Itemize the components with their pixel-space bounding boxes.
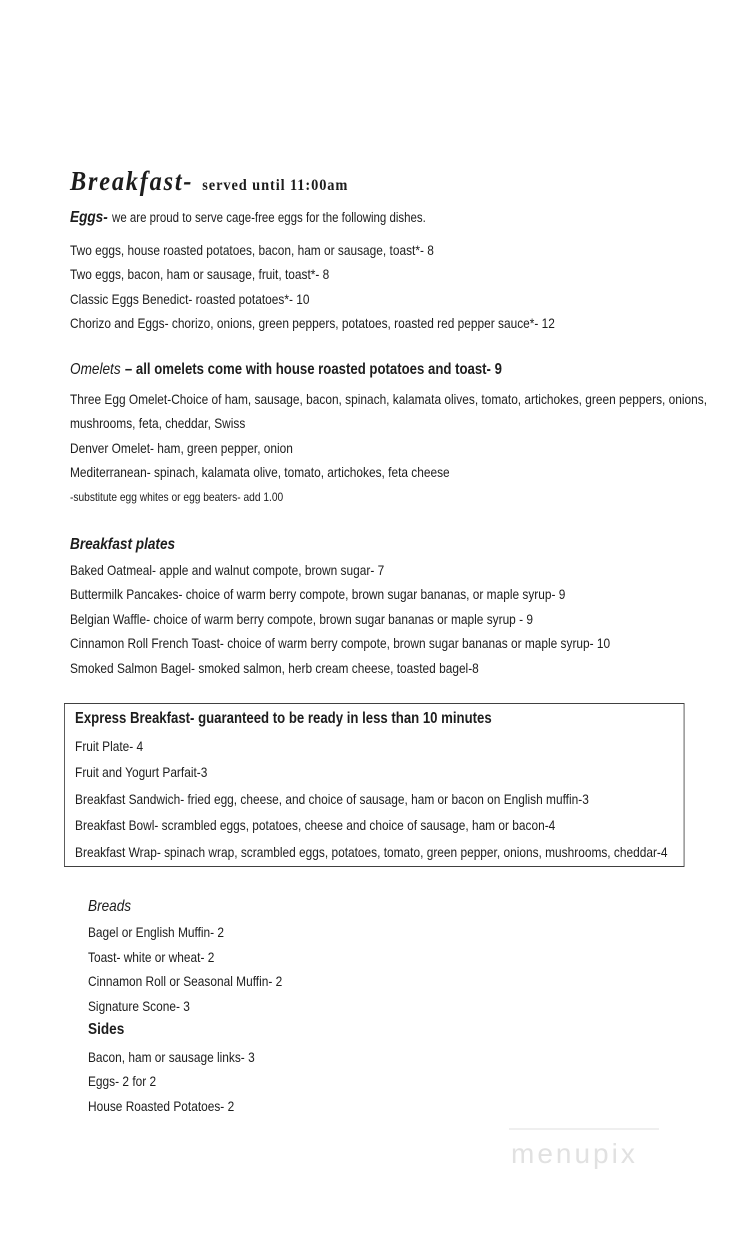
menu-item: Baked Oatmeal- apple and walnut compote, brown sugar- 7 [70,562,385,578]
section-omelets [70,357,708,509]
eggs-intro: we are proud to serve cage-free eggs for the following dishes. [112,210,426,225]
menu-item: Fruit Plate- 4 [75,737,144,754]
omelets-header-note: – all omelets come with house roasted potatoes and toast- 9 [124,361,502,378]
omelets-header-line [70,357,699,383]
menu-item: mushrooms, feta, cheddar, Swiss [70,415,246,432]
menu-item: Signature Scone- 3 [88,997,190,1014]
breakfast-plates-header-line [70,532,699,558]
menu-item: Cinnamon Roll French Toast- choice of warm berry compote, brown sugar bananas or maple syrup- 10 [70,635,611,652]
eggs-header: Eggs- [70,209,108,226]
menu-item: Toast- white or wheat- 2 [88,948,215,965]
menu-item: Belgian Waffle- choice of warm berry compote, brown sugar bananas or maple syrup - 9 [70,610,533,627]
menu-item: Two eggs, house roasted potatoes, bacon, ham or sausage, toast*- 8 [70,242,434,258]
breakfast-plates-header: Breakfast plates [70,536,176,553]
menu-item: House Roasted Potatoes- 2 [88,1097,235,1114]
section-eggs [70,205,699,336]
menu-item: Bagel or English Muffin- 2 [88,924,225,940]
omelets-substitution-note: -substitute egg whites or egg beaters- add 1.00 [70,489,284,504]
menu-item: Fruit and Yogurt Parfait-3 [75,764,208,781]
menu-item: Eggs- 2 for 2 [88,1073,157,1090]
menu-item: Breakfast Sandwich- fried egg, cheese, and choice of sausage, ham or bacon on English muffin-3 [75,790,589,807]
breads-header-line [88,894,717,920]
section-sides [88,1017,717,1118]
sides-header: Sides [88,1021,125,1038]
section-breads [88,894,717,1018]
menu-item: Chorizo and Eggs- chorizo, onions, green peppers, potatoes, roasted red pepper sauce*- 12 [70,315,555,332]
menu-item: Denver Omelet- ham, green pepper, onion [70,439,293,456]
menupix-watermark-logo: menupix [511,1138,638,1169]
watermark-rule [509,1128,659,1130]
menu-item: Cinnamon Roll or Seasonal Muffin- 2 [88,973,283,990]
express-header: Express Breakfast- guaranteed to be ready in less than 10 minutes [75,710,492,727]
menu-title: Breakfast- [70,166,194,196]
breads-header: Breads [88,898,132,915]
menu-item: Three Egg Omelet-Choice of ham, sausage, bacon, spinach, kalamata olives, tomato, artichokes, green peppers, onions, [70,391,708,407]
menu-item: Breakfast Bowl- scrambled eggs, potatoes, cheese and choice of sausage, ham or bacon-4 [75,817,556,834]
menu-item: Bacon, ham or sausage links- 3 [88,1049,255,1065]
section-breakfast-plates [70,532,699,680]
sides-header-line [88,1017,717,1043]
menu-item: Buttermilk Pancakes- choice of warm berry compote, brown sugar bananas, or maple syrup- 9 [70,586,566,603]
menu-item: Breakfast Wrap- spinach wrap, scrambled eggs, potatoes, tomato, green pepper, onions, mushrooms, cheddar-4 [75,843,668,860]
menu-serving-time: served until 11:00am [202,177,349,194]
eggs-header-line [70,205,699,231]
menu-header [70,166,348,197]
menu-item: Two eggs, bacon, ham or sausage, fruit, toast*- 8 [70,266,330,283]
menu-item: Classic Eggs Benedict- roasted potatoes*- 10 [70,290,310,307]
express-breakfast-box [64,703,685,867]
express-header-line [75,706,673,733]
menu-item: Smoked Salmon Bagel- smoked salmon, herb cream cheese, toasted bagel-8 [70,659,479,676]
omelets-header: Omelets [70,361,121,378]
menu-item: Mediterranean- spinach, kalamata olive, tomato, artichokes, feta cheese [70,464,450,481]
